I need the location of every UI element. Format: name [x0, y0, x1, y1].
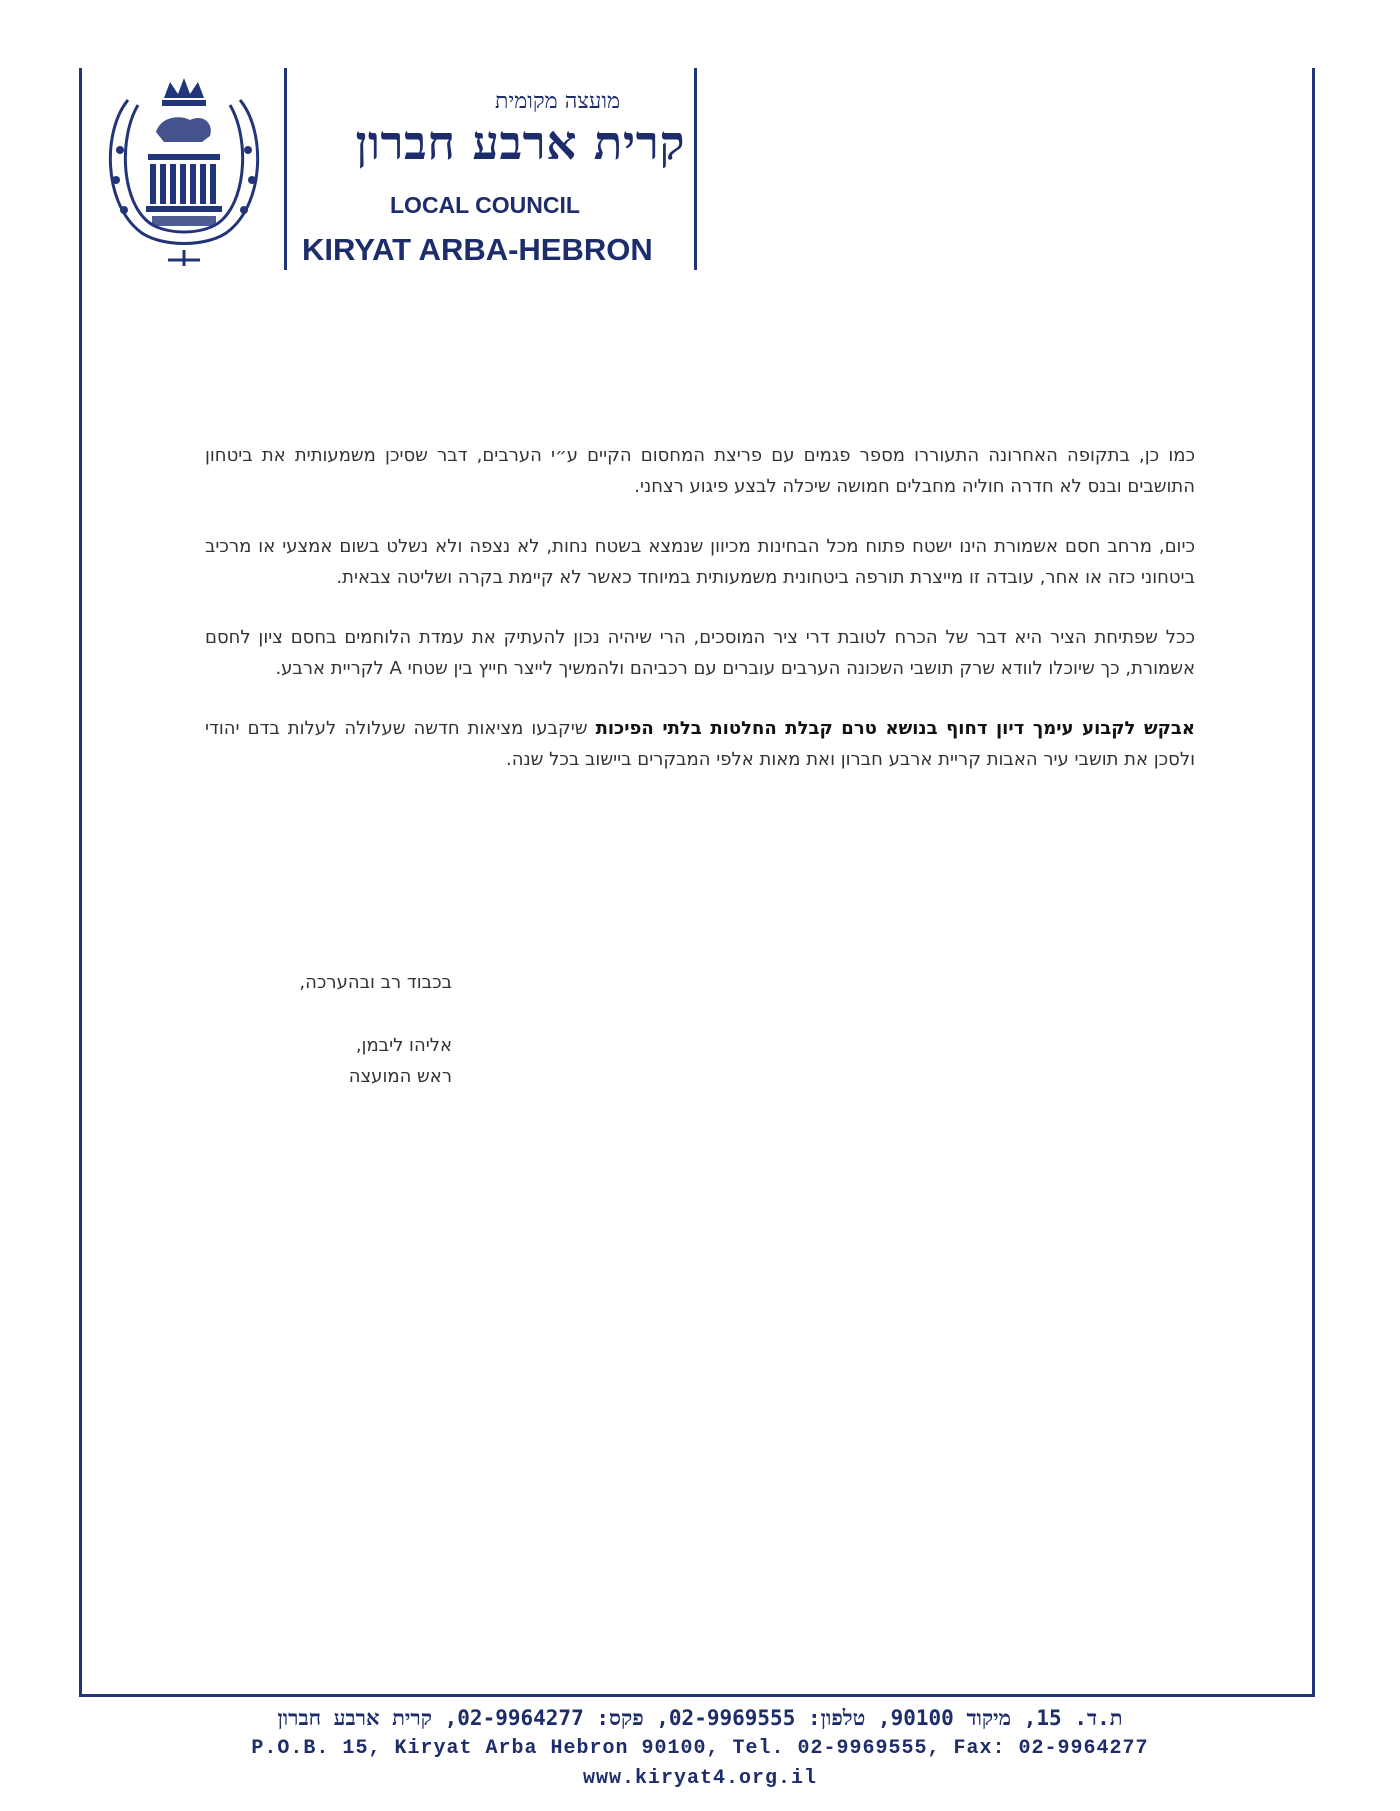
letterhead-divider-left [284, 68, 287, 270]
letterhead-name-hebrew: קרית ארבע חברון [355, 116, 685, 171]
footer-address-hebrew: ת.ד. 15, מיקוד 90100, טלפון: 02-9969555, פקס: 02-9964277, קרית ארבע חברון [277, 1706, 1123, 1730]
letterhead-subtitle-hebrew: מועצה מקומית [495, 89, 620, 114]
page-frame-left-line [79, 68, 82, 1696]
signature-name: אליהו ליבמן, [355, 1035, 452, 1056]
page-frame-right-line [1312, 68, 1315, 1696]
paragraph-2: כיום, מרחב חסם אשמורת הינו ישטח פתוח מכל הבחינות מכיוון שנמצא בשטח נחות, לא נצפה ולא נשלט בשום אמצעי או מרכיב ביטחוני כזה או אחר, עובדה זו מייצרת תורפה ביטחונית משמעותית במיוחד כאשר לא קיימת בקרה ושליטה צבאית. [205, 536, 1195, 588]
signature-title: ראש המועצה [348, 1066, 452, 1087]
paragraph-3: ככל שפתיחת הציר היא דבר של הכרח לטובת דרי ציר המוסכים, הרי שיהיה נכון להעתיק את עמדת הלוחמים בחסם ציון לחסם אשמורת, כך שיוכלו לוודא שרק תושבי השכונה הערבים עוברים עם רכביהם ולהמשיך לייצר חייץ בין שטחי A לקריית ארבע. [205, 627, 1195, 679]
paragraph-1: כמו כן, בתקופה האחרונה התעוררו מספר פגמים עם פריצת המחסום הקיים ע״י הערבים, דבר שסיכן משמעותית את ביטחון התושבים ובנס לא חדרה חוליה מחבלים חמושה שיכלה לבצע פיגוע רצחני. [205, 445, 1195, 497]
page-frame-bottom-line [79, 1694, 1315, 1697]
paragraph-4 [205, 713, 1195, 775]
letter-body [205, 440, 1195, 804]
letterhead-subtitle-english: LOCAL COUNCIL [390, 192, 580, 218]
letterhead-divider-right [694, 68, 697, 270]
footer-address-english: P.O.B. 15, Kiryat Arba Hebron 90100, Tel. 02-9969555, Fax: 02-9964277 [251, 1737, 1149, 1760]
letterhead-name-english: KIRYAT ARBA-HEBRON [302, 232, 653, 267]
council-emblem-icon [98, 70, 270, 270]
paragraph-4-emphasis: אבקש לקבוע עימך דיון דחוף בנושא טרם קבלת החלטות בלתי הפיכות [595, 718, 1195, 739]
footer-website-link[interactable]: www.kiryat4.org.il [582, 1767, 818, 1790]
signature-closing: בכבוד רב ובהערכה, [299, 972, 452, 993]
paragraph-4-rest: שיקבעו מציאות חדשה שעלולה לעלות בדם יהודי ולסכן את תושבי עיר האבות קריית ארבע חברון ואת מאות אלפי המבקרים ביישוב בכל שנה. [205, 718, 1195, 770]
